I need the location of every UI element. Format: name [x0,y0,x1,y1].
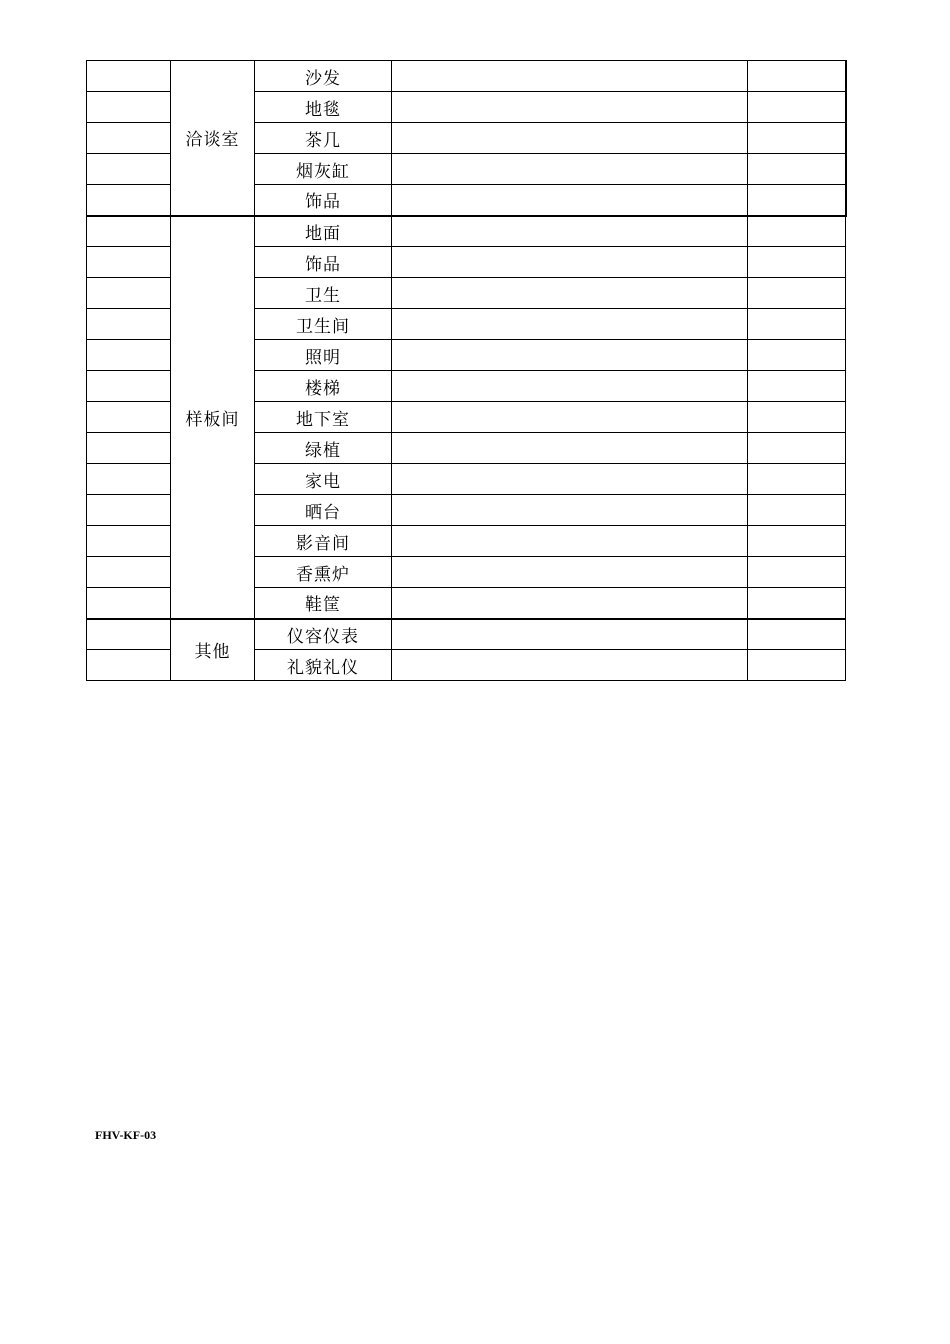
remarks-cell[interactable] [392,402,748,433]
item-cell: 饰品 [255,247,392,278]
score-cell[interactable] [748,495,846,526]
item-cell: 地下室 [255,402,392,433]
score-cell[interactable] [748,278,846,309]
score-cell[interactable] [748,154,846,185]
index-cell[interactable] [87,464,171,495]
item-cell: 地面 [255,216,392,247]
score-cell[interactable] [748,433,846,464]
remarks-cell[interactable] [392,526,748,557]
item-cell: 饰品 [255,185,392,216]
section-name-cell: 其他 [171,619,255,681]
index-cell[interactable] [87,650,171,681]
score-cell[interactable] [748,61,846,92]
score-cell[interactable] [748,402,846,433]
index-cell[interactable] [87,433,171,464]
inspection-checklist-table [86,60,847,681]
item-cell: 卫生间 [255,309,392,340]
item-cell: 楼梯 [255,371,392,402]
item-cell: 仪容仪表 [255,619,392,650]
item-cell: 礼貌礼仪 [255,650,392,681]
index-cell[interactable] [87,340,171,371]
index-cell[interactable] [87,278,171,309]
score-cell[interactable] [748,371,846,402]
item-cell: 香熏炉 [255,557,392,588]
index-cell[interactable] [87,309,171,340]
index-cell[interactable] [87,123,171,154]
remarks-cell[interactable] [392,464,748,495]
score-cell[interactable] [748,650,846,681]
remarks-cell[interactable] [392,495,748,526]
score-cell[interactable] [748,216,846,247]
section-name-cell: 样板间 [171,216,255,619]
index-cell[interactable] [87,588,171,619]
index-cell[interactable] [87,154,171,185]
score-cell[interactable] [748,464,846,495]
item-cell: 绿植 [255,433,392,464]
index-cell[interactable] [87,557,171,588]
remarks-cell[interactable] [392,247,748,278]
score-cell[interactable] [748,526,846,557]
score-cell[interactable] [748,309,846,340]
remarks-cell[interactable] [392,619,748,650]
remarks-cell[interactable] [392,309,748,340]
index-cell[interactable] [87,247,171,278]
score-cell[interactable] [748,340,846,371]
item-cell: 鞋筐 [255,588,392,619]
remarks-cell[interactable] [392,588,748,619]
table-row [87,619,846,650]
score-cell[interactable] [748,588,846,619]
index-cell[interactable] [87,495,171,526]
remarks-cell[interactable] [392,650,748,681]
index-cell[interactable] [87,185,171,216]
index-cell[interactable] [87,61,171,92]
index-cell[interactable] [87,526,171,557]
remarks-cell[interactable] [392,92,748,123]
score-cell[interactable] [748,557,846,588]
item-cell: 沙发 [255,61,392,92]
item-cell: 地毯 [255,92,392,123]
item-cell: 照明 [255,340,392,371]
index-cell[interactable] [87,216,171,247]
remarks-cell[interactable] [392,216,748,247]
index-cell[interactable] [87,402,171,433]
remarks-cell[interactable] [392,557,748,588]
score-cell[interactable] [748,123,846,154]
table-row [87,61,846,92]
score-cell[interactable] [748,185,846,216]
score-cell[interactable] [748,92,846,123]
remarks-cell[interactable] [392,433,748,464]
table-row [87,216,846,247]
section-name-cell: 洽谈室 [171,61,255,216]
index-cell[interactable] [87,619,171,650]
index-cell[interactable] [87,371,171,402]
remarks-cell[interactable] [392,61,748,92]
item-cell: 茶几 [255,123,392,154]
score-cell[interactable] [748,247,846,278]
remarks-cell[interactable] [392,371,748,402]
item-cell: 家电 [255,464,392,495]
item-cell: 影音间 [255,526,392,557]
item-cell: 晒台 [255,495,392,526]
remarks-cell[interactable] [392,123,748,154]
remarks-cell[interactable] [392,154,748,185]
index-cell[interactable] [87,92,171,123]
form-code: FHV-KF-03 [95,1128,157,1142]
remarks-cell[interactable] [392,185,748,216]
remarks-cell[interactable] [392,340,748,371]
item-cell: 卫生 [255,278,392,309]
remarks-cell[interactable] [392,278,748,309]
score-cell[interactable] [748,619,846,650]
item-cell: 烟灰缸 [255,154,392,185]
checklist-body [87,61,846,681]
